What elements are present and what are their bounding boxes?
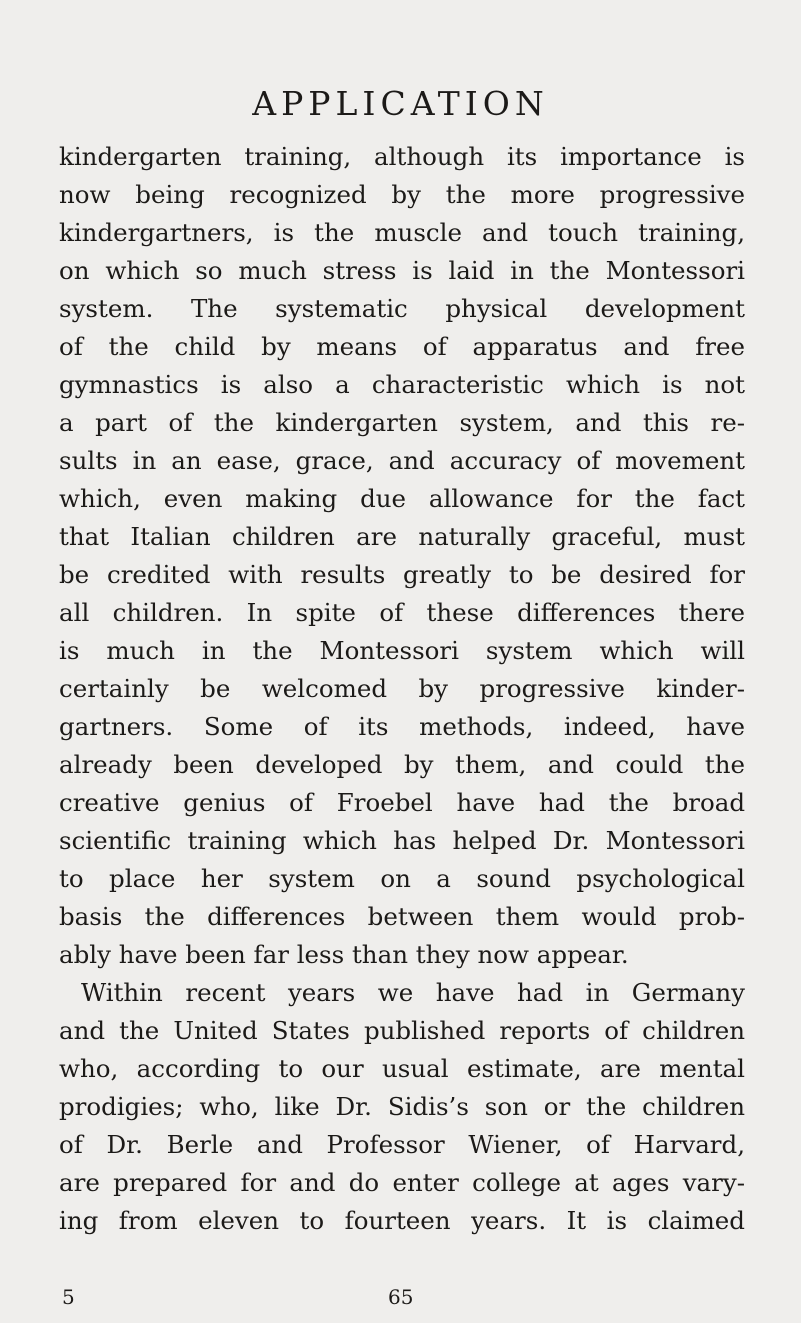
text-line: already been developed by them, and could the xyxy=(59,750,745,779)
text-line: be credited with results greatly to be desired for xyxy=(59,560,745,589)
text-line: basis the differences between them would prob- xyxy=(59,902,745,931)
text-line: now being recognized by the more progressive xyxy=(59,180,745,209)
signature-mark: 5 xyxy=(62,1285,75,1309)
text-line: kindergartners, is the muscle and touch training, xyxy=(59,218,745,247)
text-line: gartners. Some of its methods, indeed, have xyxy=(59,712,745,741)
text-line: of the child by means of apparatus and free xyxy=(59,332,745,361)
text-line: Within recent years we have had in Germany xyxy=(81,978,745,1007)
text-line: is much in the Montessori system which will xyxy=(59,636,745,665)
page-footer xyxy=(0,1282,801,1312)
text-line: sults in an ease, grace, and accuracy of movement xyxy=(59,446,745,475)
text-line: system. The systematic physical development xyxy=(59,294,745,323)
text-line: who, according to our usual estimate, are mental xyxy=(59,1054,745,1083)
running-head: APPLICATION xyxy=(252,84,549,123)
text-line: kindergarten training, although its importance is xyxy=(59,142,745,171)
text-line: gymnastics is also a characteristic which is not xyxy=(59,370,745,399)
text-line: on which so much stress is laid in the Montessori xyxy=(59,256,745,285)
text-line: to place her system on a sound psychological xyxy=(59,864,745,893)
text-line: that Italian children are naturally graceful, must xyxy=(59,522,745,551)
text-line: which, even making due allowance for the fact xyxy=(59,484,745,513)
text-line: certainly be welcomed by progressive kinder- xyxy=(59,674,745,703)
page-number: 65 xyxy=(388,1285,414,1309)
text-line: ing from eleven to fourteen years. It is claimed xyxy=(59,1206,745,1235)
text-line: all children. In spite of these differences there xyxy=(59,598,745,627)
text-line: and the United States published reports of children xyxy=(59,1016,745,1045)
text-line: ably have been far less than they now appear. xyxy=(59,940,629,969)
text-line: are prepared for and do enter college at ages vary- xyxy=(59,1168,745,1197)
text-line: a part of the kindergarten system, and this re- xyxy=(59,408,745,437)
text-line: scientific training which has helped Dr. Montessori xyxy=(59,826,745,855)
text-line: of Dr. Berle and Professor Wiener, of Harvard, xyxy=(59,1130,745,1159)
text-line: creative genius of Froebel have had the broad xyxy=(59,788,745,817)
text-line: prodigies; who, like Dr. Sidis’s son or the children xyxy=(59,1092,745,1121)
